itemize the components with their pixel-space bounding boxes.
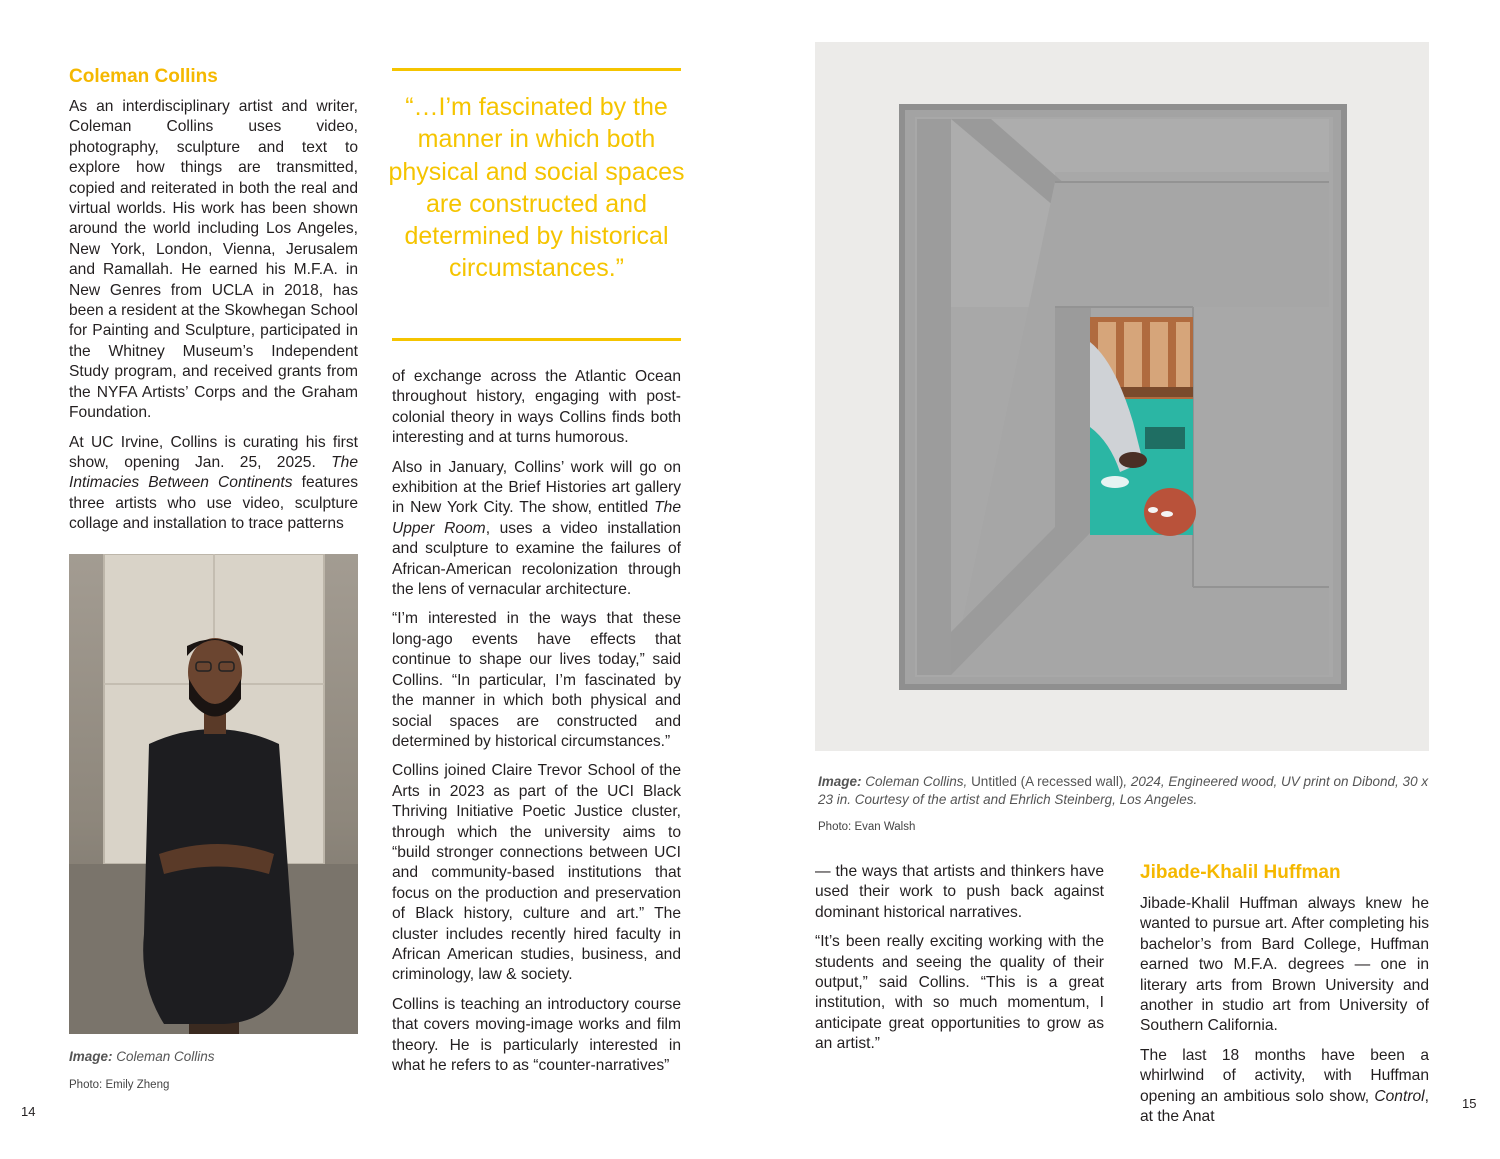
huffman-activity-paragraph: The last 18 months have been a whirlwind of activity, with Huffman opening an ambitious solo show, Control, at the Anat <box>1140 1046 1429 1126</box>
exchange-paragraph: of exchange across the Atlantic Ocean throughout history, engaging with post-colonial theory in ways Collins finds both interesting and at turns humorous. <box>392 368 681 447</box>
portrait-caption: Image: Coleman Collins <box>69 1049 215 1064</box>
joined-paragraph: Collins joined Claire Trevor School of the Arts in 2023 as part of the UCI Black Thriving Initiative Poetic Justice cluster, through which the university aims to “build stronger connections between UCI and community-based institutions that focus on the production and preservation of Black history, culture and art.” The cluster includes recently hired faculty in African American studies, business, and criminology, law & society. <box>392 762 681 984</box>
interest-quote-paragraph: “I’m interested in the ways that these long-ago events have effects that continue to shape our lives today,” said Collins. “In particular, I’m fascinated by the manner in which both physical and social spaces are constructed and determined by historical circumstances.” <box>392 610 681 750</box>
counter-narratives-paragraph: — the ways that artists and thinkers have used their work to push back against dominant historical narratives. <box>815 863 1104 921</box>
show-title: The Intimacies Between Continents <box>69 453 358 492</box>
teaching-paragraph: Collins is teaching an introductory course that covers moving-image works and film theory. He is particularly interested in what he refers to as “counter-narratives” <box>392 995 681 1074</box>
pull-quote-bottom-rule <box>392 338 681 341</box>
pull-quote-top-rule <box>392 68 681 71</box>
article-heading-jibade-khalil-huffman: Jibade-Khalil Huffman <box>1140 862 1341 883</box>
article-heading-coleman-collins: Coleman Collins <box>69 66 218 87</box>
control-title: Control <box>1374 1087 1425 1105</box>
upper-room-title: The Upper Room <box>392 499 681 537</box>
page-number-right: 15 <box>1462 1096 1477 1111</box>
portrait-credit: Photo: Emily Zheng <box>69 1079 170 1091</box>
right-column-1-text <box>815 862 1104 1064</box>
middle-column-text <box>392 367 681 1085</box>
curating-paragraph: At UC Irvine, Collins is curating his first show, opening Jan. 25, 2025. The Intimacies Between Continents features three artists who use video, sculpture collage and installation to trace patterns <box>69 433 358 533</box>
intro-paragraph: As an interdisciplinary artist and writer, Coleman Collins uses video, photography, sculpture and text to explore how things are transmitted, copied and reiterated in both the real and virtual worlds. His work has been shown around the world including Los Angeles, New York, London, Vienna, Jerusalem and Ramallah. He earned his M.F.A. in New Genres from UCLA in 2018, has been a resident at the Skowhegan School for Painting and Sculpture, participated in the Whitney Museum’s Independent Study program, and received grants from the NYFA Artists’ Corps and the Graham Foundation. <box>69 98 358 422</box>
artwork-caption: Image: Coleman Collins, Untitled (A recessed wall), 2024, Engineered wood, UV print on Dibond, 30 x 23 in. Courtesy of the artist and Ehrlich Steinberg, Los Angeles. <box>818 774 1429 807</box>
artwork-illustration <box>815 42 1429 751</box>
students-quote-paragraph: “It’s been really exciting working with the students and seeing the quality of their output,” said Collins. “This is a great institution, with so much momentum, I anticipate great opportunities to grow as an artist.” <box>815 933 1104 1053</box>
page-number-left: 14 <box>21 1104 36 1119</box>
left-column-text <box>69 97 358 544</box>
pull-quote: “…I’m fascinated by the manner in which both physical and social spaces are constructed and determined by historical circumstances.” <box>388 93 685 283</box>
huffman-intro-paragraph: Jibade-Khalil Huffman always knew he wanted to pursue art. After completing his bachelor’s from Bard College, Huffman earned two M.F.A. degrees — one in literary arts from Brown University and another in studio art from University of Southern California. <box>1140 895 1429 1035</box>
upper-room-paragraph: Also in January, Collins’ work will go on exhibition at the Brief Histories art gallery in New York City. The show, entitled The Upper Room, uses a video installation and sculpture to examine the failures of African-American recolonization through the lens of vernacular architecture. <box>392 458 682 599</box>
portrait-illustration <box>69 554 358 1034</box>
right-column-2-text <box>1140 894 1429 1136</box>
portrait-photo <box>69 554 358 1034</box>
artwork-title: Untitled (A recessed wall) <box>971 774 1124 789</box>
artwork-credit: Photo: Evan Walsh <box>818 821 916 833</box>
artwork-photo <box>815 42 1429 751</box>
